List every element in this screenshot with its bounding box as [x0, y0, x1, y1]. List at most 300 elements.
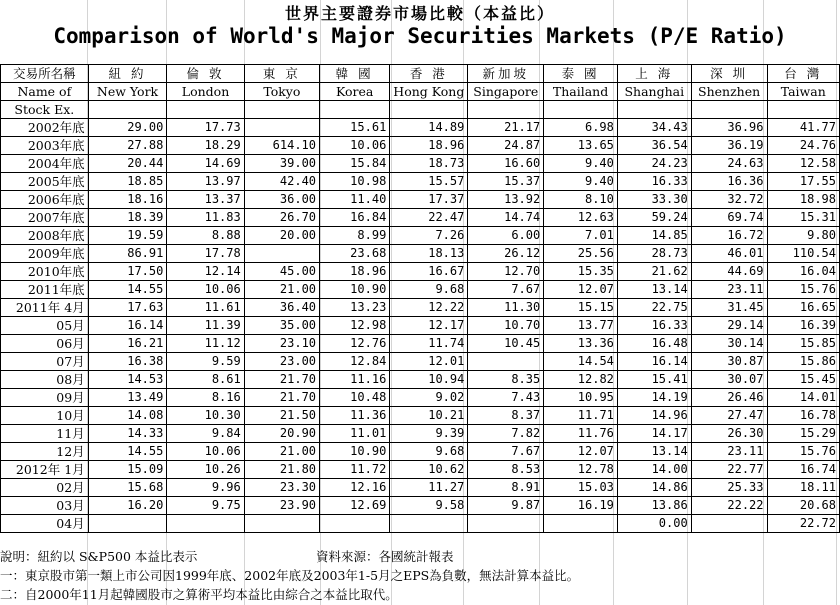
pe-value-cell: 11.76 [544, 425, 618, 443]
pe-value-cell: 12.69 [320, 497, 390, 515]
pe-value-cell: 22.77 [691, 461, 767, 479]
table-row [1, 407, 840, 425]
pe-value-cell: 8.35 [468, 371, 544, 389]
header-blank-cell [320, 101, 390, 119]
pe-value-cell [167, 515, 244, 533]
table-row [1, 497, 840, 515]
pe-value-cell: 13.97 [167, 173, 244, 191]
header-blank-cell [617, 101, 691, 119]
pe-value-cell: 36.40 [244, 299, 319, 317]
pe-value-cell: 16.04 [767, 263, 840, 281]
period-label: 2008年底 [1, 227, 89, 245]
market-name-zh: 泰 國 [544, 65, 618, 83]
pe-value-cell: 15.86 [767, 353, 840, 371]
pe-value-cell: 6.98 [544, 119, 618, 137]
pe-value-cell: 11.72 [320, 461, 390, 479]
period-label: 2003年底 [1, 137, 89, 155]
pe-value-cell: 13.37 [167, 191, 244, 209]
pe-ratio-table [0, 64, 840, 533]
pe-value-cell: 9.75 [167, 497, 244, 515]
pe-value-cell: 12.58 [767, 155, 840, 173]
market-name-en: Korea [320, 83, 390, 101]
pe-value-cell: 19.59 [88, 227, 167, 245]
pe-value-cell: 18.73 [390, 155, 468, 173]
pe-value-cell: 7.26 [390, 227, 468, 245]
pe-value-cell: 12.78 [544, 461, 618, 479]
market-name-zh: 新加坡 [468, 65, 544, 83]
pe-value-cell: 8.88 [167, 227, 244, 245]
pe-value-cell: 14.74 [468, 209, 544, 227]
table-row [1, 425, 840, 443]
pe-value-cell: 14.55 [88, 281, 167, 299]
pe-value-cell: 21.50 [244, 407, 319, 425]
pe-value-cell: 14.33 [88, 425, 167, 443]
footnote-2: 二：自2000年11月起韓國股市之算術平均本益比由綜合之本益比取代。 [0, 587, 398, 602]
pe-value-cell: 28.73 [617, 245, 691, 263]
pe-value-cell: 21.00 [244, 443, 319, 461]
pe-value-cell: 35.00 [244, 317, 319, 335]
pe-value-cell: 8.16 [167, 389, 244, 407]
pe-value-cell: 9.84 [167, 425, 244, 443]
pe-value-cell: 18.96 [390, 137, 468, 155]
pe-value-cell: 21.80 [244, 461, 319, 479]
period-label: 2011年底 [1, 281, 89, 299]
table-row [1, 479, 840, 497]
period-label: 08月 [1, 371, 89, 389]
pe-value-cell: 17.55 [767, 173, 840, 191]
header-blank-cell [544, 101, 618, 119]
pe-value-cell: 8.99 [320, 227, 390, 245]
pe-value-cell: 12.82 [544, 371, 618, 389]
market-name-en: Taiwan [767, 83, 840, 101]
title-english: Comparison of World's Major Securities Markets (P/E Ratio) [53, 24, 787, 48]
header-row-en2 [1, 101, 840, 119]
market-name-en: Thailand [544, 83, 618, 101]
pe-value-cell: 21.70 [244, 389, 319, 407]
pe-value-cell: 10.06 [167, 443, 244, 461]
pe-value-cell: 16.67 [390, 263, 468, 281]
pe-value-cell: 36.96 [691, 119, 767, 137]
market-name-zh: 台 灣 [767, 65, 840, 83]
pe-value-cell: 18.13 [390, 245, 468, 263]
pe-value-cell: 15.85 [767, 335, 840, 353]
pe-value-cell: 69.74 [691, 209, 767, 227]
pe-value-cell: 11.74 [390, 335, 468, 353]
table-row [1, 443, 840, 461]
table-row [1, 173, 840, 191]
pe-value-cell: 15.41 [617, 371, 691, 389]
pe-value-cell: 18.16 [88, 191, 167, 209]
pe-value-cell: 23.30 [244, 479, 319, 497]
market-name-en: Shanghai [617, 83, 691, 101]
pe-value-cell: 11.12 [167, 335, 244, 353]
pe-value-cell: 10.45 [468, 335, 544, 353]
period-label: 2010年底 [1, 263, 89, 281]
period-label: 05月 [1, 317, 89, 335]
pe-value-cell: 16.14 [88, 317, 167, 335]
pe-value-cell: 21.70 [244, 371, 319, 389]
pe-value-cell: 8.91 [468, 479, 544, 497]
header-blank-cell [244, 101, 319, 119]
pe-value-cell: 45.00 [244, 263, 319, 281]
pe-value-cell: 59.24 [617, 209, 691, 227]
pe-value-cell: 10.62 [390, 461, 468, 479]
pe-value-cell: 18.39 [88, 209, 167, 227]
pe-value-cell: 23.00 [244, 353, 319, 371]
pe-value-cell: 14.00 [617, 461, 691, 479]
period-label: 12月 [1, 443, 89, 461]
pe-value-cell: 21.17 [468, 119, 544, 137]
pe-value-cell: 9.40 [544, 155, 618, 173]
pe-value-cell: 23.68 [320, 245, 390, 263]
pe-value-cell: 9.96 [167, 479, 244, 497]
market-name-en: Shenzhen [691, 83, 767, 101]
market-name-zh: 東 京 [244, 65, 319, 83]
pe-value-cell: 29.14 [691, 317, 767, 335]
pe-value-cell: 9.39 [390, 425, 468, 443]
pe-value-cell: 42.40 [244, 173, 319, 191]
pe-value-cell: 17.50 [88, 263, 167, 281]
pe-value-cell: 15.68 [88, 479, 167, 497]
footnote-1: 一：東京股市第一類上市公司因1999年底、2002年底及2003年1-5月之EPS為負數，無法計算本益比。 [0, 568, 580, 583]
pe-value-cell: 12.07 [544, 281, 618, 299]
pe-value-cell: 11.40 [320, 191, 390, 209]
pe-value-cell: 36.00 [244, 191, 319, 209]
period-label: 2004年底 [1, 155, 89, 173]
pe-value-cell: 13.77 [544, 317, 618, 335]
market-name-zh: 倫 敦 [167, 65, 244, 83]
pe-value-cell: 18.85 [88, 173, 167, 191]
pe-value-cell: 12.98 [320, 317, 390, 335]
pe-value-cell: 13.86 [617, 497, 691, 515]
pe-value-cell: 16.84 [320, 209, 390, 227]
pe-value-cell: 26.70 [244, 209, 319, 227]
pe-value-cell: 15.57 [390, 173, 468, 191]
pe-value-cell: 46.01 [691, 245, 767, 263]
pe-value-cell: 12.76 [320, 335, 390, 353]
period-label: 2002年底 [1, 119, 89, 137]
period-label: 09月 [1, 389, 89, 407]
table-row [1, 137, 840, 155]
header-blank-cell [88, 101, 167, 119]
header-blank-cell [390, 101, 468, 119]
pe-value-cell: 31.45 [691, 299, 767, 317]
pe-value-cell: 13.65 [544, 137, 618, 155]
pe-value-cell [244, 245, 319, 263]
header-row-en [1, 83, 840, 101]
table-body [1, 65, 840, 533]
pe-value-cell: 7.67 [468, 281, 544, 299]
pe-value-cell: 14.96 [617, 407, 691, 425]
pe-value-cell: 15.45 [767, 371, 840, 389]
pe-value-cell: 16.33 [617, 317, 691, 335]
period-label: 2005年底 [1, 173, 89, 191]
pe-value-cell: 17.73 [167, 119, 244, 137]
pe-value-cell: 15.03 [544, 479, 618, 497]
period-label: 2009年底 [1, 245, 89, 263]
market-name-en: New York [88, 83, 167, 101]
pe-value-cell: 9.02 [390, 389, 468, 407]
pe-value-cell: 8.53 [468, 461, 544, 479]
pe-value-cell: 15.76 [767, 443, 840, 461]
table-row [1, 119, 840, 137]
pe-value-cell: 14.08 [88, 407, 167, 425]
pe-value-cell: 9.58 [390, 497, 468, 515]
pe-value-cell [468, 515, 544, 533]
pe-value-cell: 15.84 [320, 155, 390, 173]
pe-value-cell: 18.11 [767, 479, 840, 497]
pe-value-cell: 16.60 [468, 155, 544, 173]
table-row [1, 317, 840, 335]
pe-value-cell: 33.30 [617, 191, 691, 209]
pe-value-cell: 14.54 [544, 353, 618, 371]
pe-value-cell: 10.95 [544, 389, 618, 407]
pe-value-cell: 27.88 [88, 137, 167, 155]
pe-value-cell: 21.00 [244, 281, 319, 299]
period-label: 04月 [1, 515, 89, 533]
pe-value-cell: 26.30 [691, 425, 767, 443]
market-name-zh: 紐 約 [88, 65, 167, 83]
pe-value-cell: 10.90 [320, 443, 390, 461]
pe-value-cell: 26.46 [691, 389, 767, 407]
header-row-zh [1, 65, 840, 83]
pe-value-cell: 13.14 [617, 443, 691, 461]
pe-value-cell: 17.78 [167, 245, 244, 263]
pe-value-cell: 14.19 [617, 389, 691, 407]
pe-value-cell: 15.61 [320, 119, 390, 137]
header-blank-cell [767, 101, 840, 119]
pe-value-cell: 11.71 [544, 407, 618, 425]
pe-value-cell: 9.59 [167, 353, 244, 371]
pe-value-cell: 22.75 [617, 299, 691, 317]
pe-value-cell: 16.14 [617, 353, 691, 371]
pe-value-cell: 34.43 [617, 119, 691, 137]
pe-value-cell: 32.72 [691, 191, 767, 209]
pe-value-cell: 24.87 [468, 137, 544, 155]
pe-value-cell: 36.19 [691, 137, 767, 155]
pe-value-cell: 10.06 [167, 281, 244, 299]
pe-value-cell: 13.49 [88, 389, 167, 407]
pe-value-cell: 10.48 [320, 389, 390, 407]
table-row [1, 209, 840, 227]
header-blank-cell [691, 101, 767, 119]
pe-value-cell: 12.63 [544, 209, 618, 227]
market-name-zh: 香 港 [390, 65, 468, 83]
table-row [1, 245, 840, 263]
pe-value-cell: 11.36 [320, 407, 390, 425]
pe-value-cell: 13.36 [544, 335, 618, 353]
pe-value-cell: 14.85 [617, 227, 691, 245]
pe-value-cell: 22.47 [390, 209, 468, 227]
pe-value-cell: 23.11 [691, 443, 767, 461]
period-label: 2007年底 [1, 209, 89, 227]
table-row [1, 353, 840, 371]
pe-value-cell: 16.48 [617, 335, 691, 353]
source-note: 資料來源：各國統計報表 [316, 549, 454, 564]
pe-value-cell: 24.76 [767, 137, 840, 155]
pe-value-cell: 12.14 [167, 263, 244, 281]
pe-value-cell: 16.21 [88, 335, 167, 353]
table-row [1, 461, 840, 479]
pe-value-cell: 10.94 [390, 371, 468, 389]
pe-value-cell: 14.17 [617, 425, 691, 443]
pe-value-cell: 0.00 [617, 515, 691, 533]
pe-value-cell: 10.30 [167, 407, 244, 425]
period-label: 11月 [1, 425, 89, 443]
pe-value-cell: 11.01 [320, 425, 390, 443]
pe-value-cell: 9.68 [390, 443, 468, 461]
header-cell: Name of [1, 83, 89, 101]
header-cell: Stock Ex. [1, 101, 89, 119]
pe-value-cell [390, 515, 468, 533]
pe-value-cell: 14.01 [767, 389, 840, 407]
pe-value-cell: 25.33 [691, 479, 767, 497]
pe-value-cell: 11.27 [390, 479, 468, 497]
period-label: 2011年 4月 [1, 299, 89, 317]
pe-value-cell: 30.87 [691, 353, 767, 371]
pe-value-cell: 11.39 [167, 317, 244, 335]
pe-value-cell: 12.70 [468, 263, 544, 281]
pe-value-cell: 110.54 [767, 245, 840, 263]
pe-value-cell: 6.00 [468, 227, 544, 245]
pe-value-cell: 23.11 [691, 281, 767, 299]
pe-value-cell [88, 515, 167, 533]
pe-value-cell: 9.68 [390, 281, 468, 299]
table-row [1, 227, 840, 245]
market-name-zh: 上 海 [617, 65, 691, 83]
title-chinese: 世界主要證券市場比較（本益比） [284, 4, 555, 23]
pe-value-cell: 11.16 [320, 371, 390, 389]
pe-value-cell: 25.56 [544, 245, 618, 263]
pe-value-cell: 22.72 [767, 515, 840, 533]
pe-value-cell: 16.65 [767, 299, 840, 317]
pe-value-cell: 39.00 [244, 155, 319, 173]
pe-value-cell: 26.12 [468, 245, 544, 263]
pe-value-cell: 7.01 [544, 227, 618, 245]
pe-value-cell: 20.44 [88, 155, 167, 173]
pe-value-cell: 18.96 [320, 263, 390, 281]
pe-value-cell [244, 515, 319, 533]
pe-value-cell: 15.37 [468, 173, 544, 191]
pe-value-cell: 7.82 [468, 425, 544, 443]
pe-value-cell: 20.00 [244, 227, 319, 245]
pe-value-cell: 36.54 [617, 137, 691, 155]
header-blank-cell [167, 101, 244, 119]
pe-value-cell: 11.83 [167, 209, 244, 227]
pe-value-cell: 14.53 [88, 371, 167, 389]
pe-value-cell: 15.31 [767, 209, 840, 227]
pe-value-cell: 14.55 [88, 443, 167, 461]
pe-value-cell: 16.36 [691, 173, 767, 191]
pe-value-cell: 614.10 [244, 137, 319, 155]
pe-value-cell [544, 515, 618, 533]
pe-value-cell: 10.06 [320, 137, 390, 155]
pe-value-cell: 16.20 [88, 497, 167, 515]
market-name-zh: 深 圳 [691, 65, 767, 83]
pe-value-cell: 11.61 [167, 299, 244, 317]
pe-value-cell: 10.26 [167, 461, 244, 479]
pe-value-cell: 15.09 [88, 461, 167, 479]
pe-value-cell: 30.14 [691, 335, 767, 353]
pe-value-cell [468, 353, 544, 371]
pe-value-cell: 23.90 [244, 497, 319, 515]
pe-value-cell: 18.98 [767, 191, 840, 209]
pe-value-cell: 16.38 [88, 353, 167, 371]
period-label: 03月 [1, 497, 89, 515]
pe-value-cell: 11.30 [468, 299, 544, 317]
pe-value-cell: 16.19 [544, 497, 618, 515]
pe-value-cell: 16.39 [767, 317, 840, 335]
market-name-en: Singapore [468, 83, 544, 101]
period-label: 10月 [1, 407, 89, 425]
pe-value-cell: 9.40 [544, 173, 618, 191]
pe-value-cell: 13.23 [320, 299, 390, 317]
pe-value-cell: 16.72 [691, 227, 767, 245]
pe-value-cell: 15.15 [544, 299, 618, 317]
pe-value-cell [691, 515, 767, 533]
pe-value-cell: 8.61 [167, 371, 244, 389]
pe-value-cell: 86.91 [88, 245, 167, 263]
pe-value-cell: 30.07 [691, 371, 767, 389]
pe-value-cell: 21.62 [617, 263, 691, 281]
pe-value-cell: 13.92 [468, 191, 544, 209]
period-label: 2006年底 [1, 191, 89, 209]
pe-value-cell: 44.69 [691, 263, 767, 281]
pe-value-cell: 24.23 [617, 155, 691, 173]
table-row [1, 299, 840, 317]
table-row [1, 515, 840, 533]
pe-value-cell: 16.78 [767, 407, 840, 425]
market-name-en: Hong Kong [390, 83, 468, 101]
pe-value-cell: 14.69 [167, 155, 244, 173]
table-row [1, 155, 840, 173]
table-row [1, 371, 840, 389]
pe-value-cell: 20.90 [244, 425, 319, 443]
pe-value-cell: 8.10 [544, 191, 618, 209]
pe-value-cell: 16.74 [767, 461, 840, 479]
pe-value-cell: 9.87 [468, 497, 544, 515]
header-cell: 交易所名稱 [1, 65, 89, 83]
pe-value-cell: 22.22 [691, 497, 767, 515]
market-name-en: London [167, 83, 244, 101]
period-label: 02月 [1, 479, 89, 497]
pe-value-cell: 10.21 [390, 407, 468, 425]
pe-value-cell: 29.00 [88, 119, 167, 137]
period-label: 06月 [1, 335, 89, 353]
pe-value-cell: 14.89 [390, 119, 468, 137]
pe-value-cell: 10.70 [468, 317, 544, 335]
pe-value-cell: 15.29 [767, 425, 840, 443]
pe-value-cell: 12.22 [390, 299, 468, 317]
header-blank-cell [468, 101, 544, 119]
table-row [1, 191, 840, 209]
pe-value-cell: 12.16 [320, 479, 390, 497]
table-row [1, 281, 840, 299]
pe-value-cell: 17.37 [390, 191, 468, 209]
pe-value-cell: 41.77 [767, 119, 840, 137]
pe-value-cell: 23.10 [244, 335, 319, 353]
pe-value-cell: 7.43 [468, 389, 544, 407]
pe-value-cell: 12.84 [320, 353, 390, 371]
pe-value-cell: 12.17 [390, 317, 468, 335]
pe-value-cell: 24.63 [691, 155, 767, 173]
period-label: 2012年 1月 [1, 461, 89, 479]
pe-value-cell: 14.86 [617, 479, 691, 497]
pe-value-cell: 12.07 [544, 443, 618, 461]
pe-value-cell: 27.47 [691, 407, 767, 425]
pe-value-cell: 10.98 [320, 173, 390, 191]
table-row [1, 335, 840, 353]
